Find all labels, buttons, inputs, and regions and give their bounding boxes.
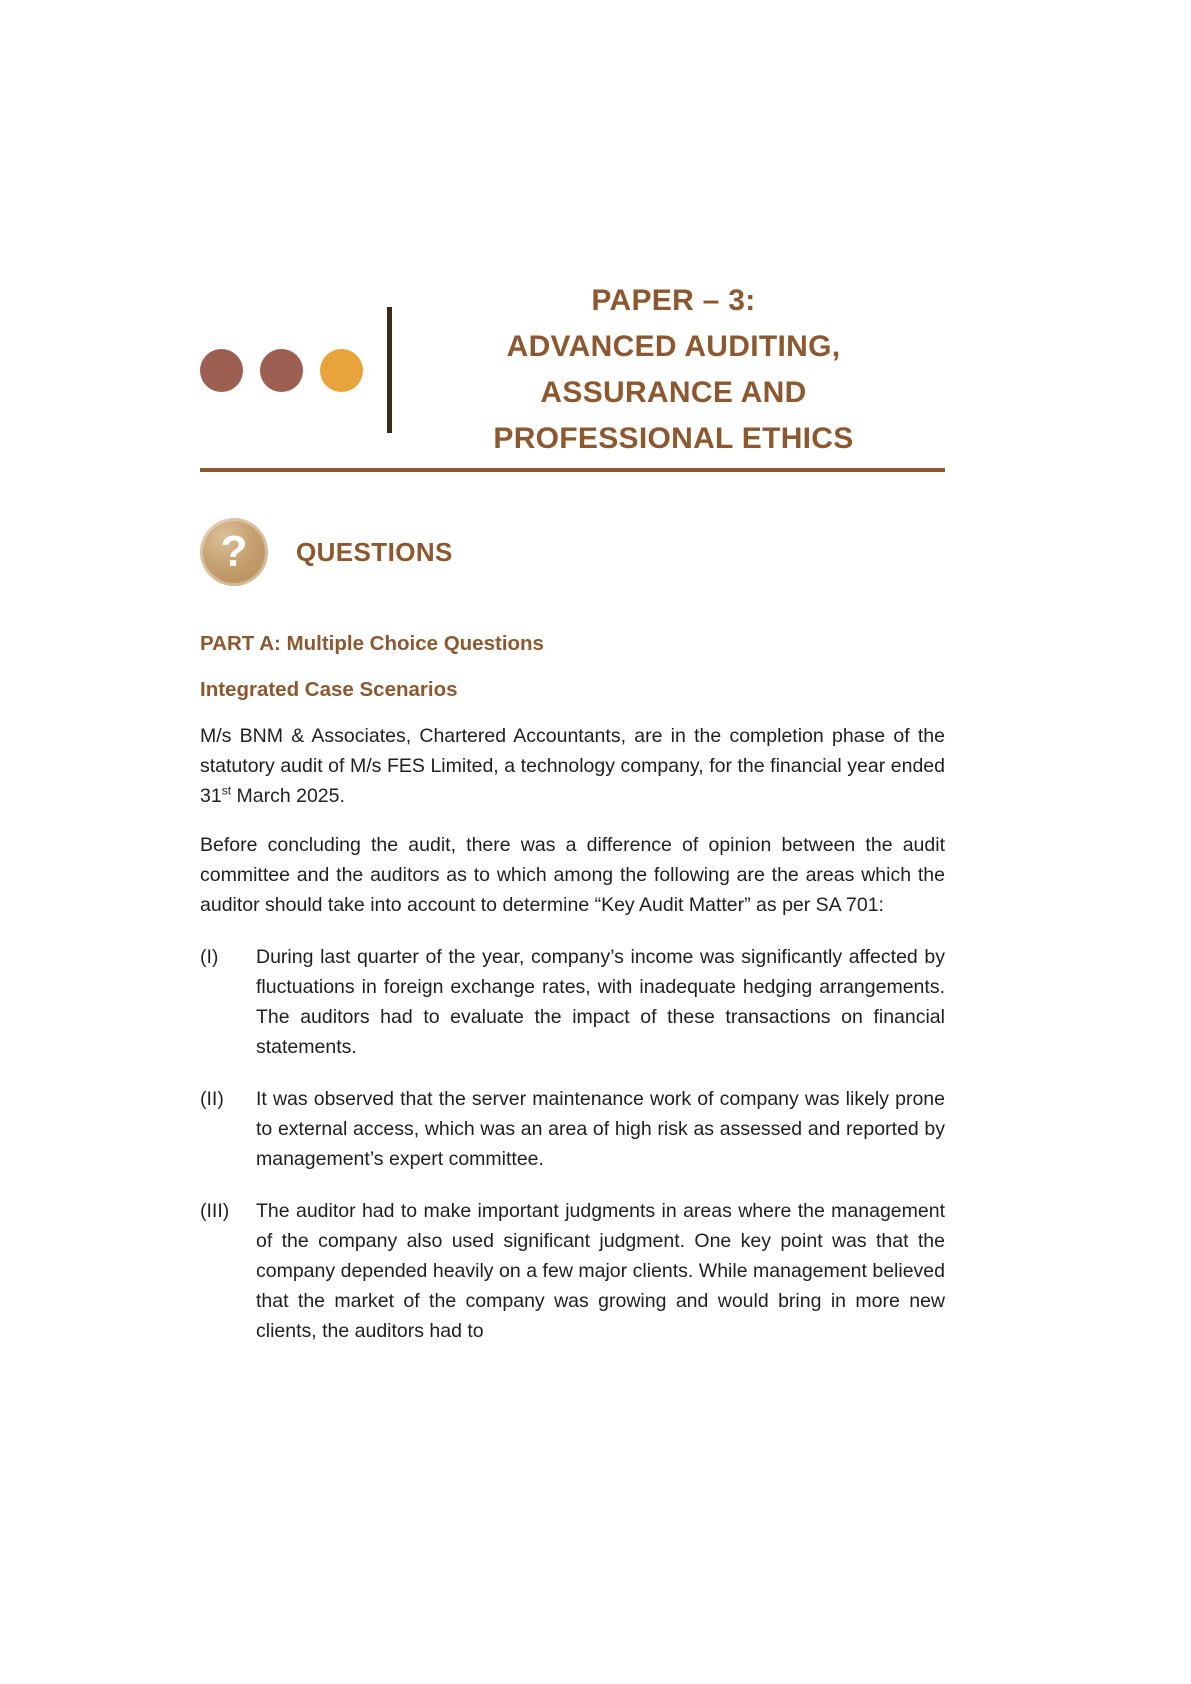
list-item-marker: (III) <box>200 1200 230 1222</box>
question-mark-icon <box>200 518 268 586</box>
intro-text-end: March 2025. <box>231 785 345 807</box>
paper-title-line: ADVANCED AUDITING, <box>506 330 841 363</box>
list-item <box>200 1084 945 1174</box>
paper-title-line: PROFESSIONAL ETHICS <box>493 422 854 455</box>
logo-dots <box>200 349 363 392</box>
question-mark-glyph: ? <box>220 527 248 576</box>
list-item <box>200 942 945 1062</box>
intro-text-start: M/s BNM & Associates, Chartered Accountants, are in the completion phase of the statutory audit of M/s FES Limited, a technology company, for the financial year ended 31 <box>200 725 945 807</box>
dot-icon <box>260 349 303 392</box>
dot-icon <box>200 349 243 392</box>
context-paragraph: Before concluding the audit, there was a difference of opinion between the audit committee and the auditors as to which among the following are the areas which the auditor should take into account to determine “Key Audit Matter” as per SA 701: <box>200 834 945 916</box>
paper-title <box>402 278 945 462</box>
intro-paragraph <box>200 721 945 811</box>
list-item-text: During last quarter of the year, company’s income was significantly affected by fluctuations in foreign exchange rates, with inadequate hedging arrangements. The auditors had to evaluate the impact of these transactions on financial statements. <box>256 946 945 1058</box>
paper-title-line: ASSURANCE AND <box>540 376 807 409</box>
ordinal-superscript: st <box>221 783 232 798</box>
scenario-list <box>200 942 945 1346</box>
paper-title-line: PAPER – 3: <box>591 284 756 317</box>
list-item-text: It was observed that the server maintenance work of company was likely prone to external access, which was an area of high risk as assessed and reported by management’s expert committee. <box>256 1088 945 1170</box>
case-scenarios-heading: Integrated Case Scenarios <box>200 678 458 701</box>
list-item-marker: (I) <box>200 946 219 968</box>
header-rule <box>200 468 945 472</box>
dot-icon <box>320 349 363 392</box>
section-heading: QUESTIONS <box>296 536 453 567</box>
list-item-marker: (II) <box>200 1088 224 1110</box>
list-item <box>200 1196 945 1346</box>
list-item-text: The auditor had to make important judgments in areas where the management of the company also used significant judgment. One key point was that the company depended heavily on a few major clients. While management believed that the market of the company was growing and would bring in more new clients, the auditors had to <box>256 1200 945 1342</box>
questions-banner <box>200 518 945 586</box>
part-a-heading: PART A: Multiple Choice Questions <box>200 632 544 655</box>
vertical-divider <box>387 307 392 433</box>
paper-header <box>200 278 945 462</box>
